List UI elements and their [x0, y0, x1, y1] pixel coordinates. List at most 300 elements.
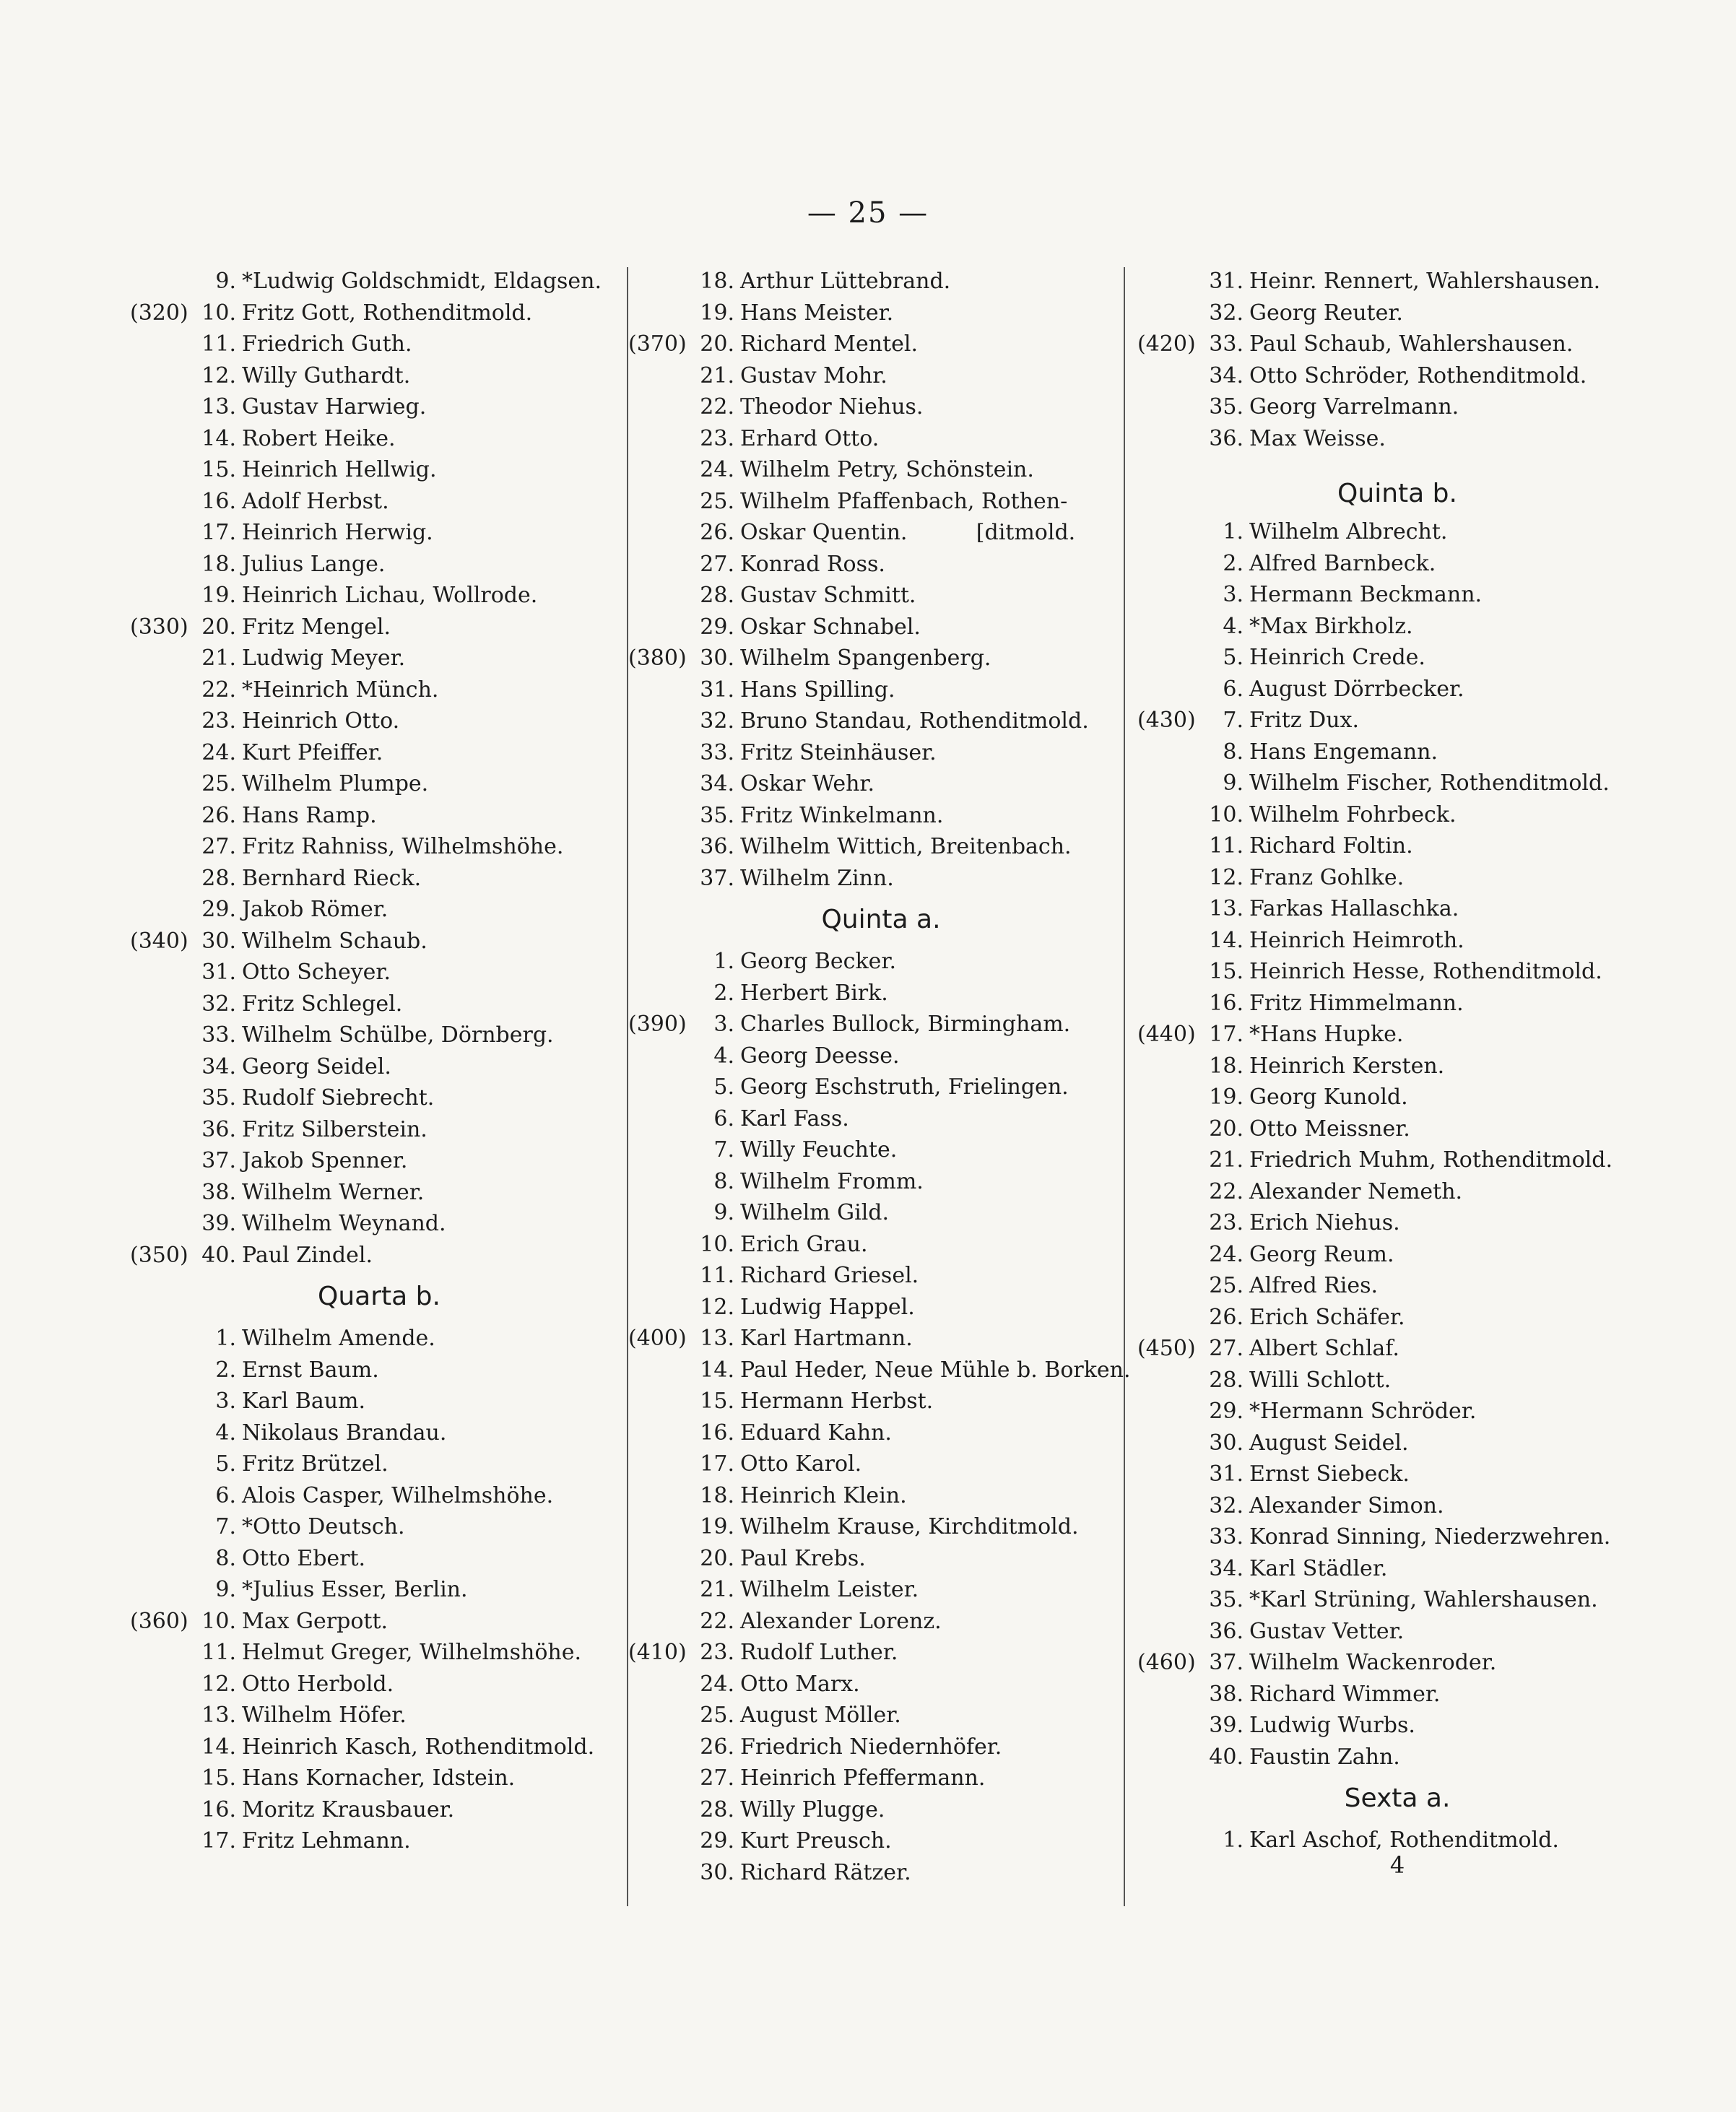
list-item: [130, 768, 628, 800]
student-name: Hans Kornacher, Idstein.: [242, 1765, 516, 1791]
entry-number: 6.: [713, 1105, 734, 1131]
entry-number: 17.: [201, 1828, 236, 1854]
list-item: [628, 266, 1134, 297]
student-name: Friedrich Muhm, Rothenditmold.: [1249, 1147, 1613, 1173]
running-count: (460): [1137, 1650, 1196, 1675]
list-item: [1137, 988, 1657, 1020]
column-3: [1137, 266, 1657, 1878]
student-name: Heinrich Kasch, Rothenditmold.: [242, 1734, 595, 1760]
running-count: (450): [1137, 1336, 1196, 1361]
list-item: [1137, 1616, 1657, 1648]
list-item: [130, 391, 628, 423]
student-name: Rudolf Siebrecht.: [242, 1085, 435, 1111]
running-count: [130, 800, 199, 832]
student-name: August Möller.: [740, 1703, 901, 1728]
entry-number: 37.: [700, 865, 734, 891]
entry-number: 17.: [1209, 1022, 1244, 1047]
student-name: Heinrich Otto.: [242, 708, 400, 734]
entry-number: 38.: [1209, 1681, 1244, 1707]
list-item: [628, 1511, 1134, 1543]
running-count: [1137, 862, 1206, 894]
entry-number: 22.: [700, 394, 734, 420]
student-name: Wilhelm Fromm.: [740, 1168, 924, 1194]
student-name: Konrad Ross.: [740, 551, 885, 577]
running-count: [1137, 1616, 1206, 1648]
running-count: [1137, 1302, 1206, 1334]
list-item: [628, 297, 1134, 329]
entry-number: 29.: [700, 614, 734, 640]
running-count: [1137, 1396, 1206, 1427]
student-name: Oskar Wehr.: [740, 771, 874, 796]
running-count: [628, 1386, 697, 1417]
student-name: Eduard Kahn.: [740, 1420, 892, 1446]
running-count: [130, 1669, 199, 1700]
student-name: Fritz Winkelmann.: [740, 802, 944, 828]
entry-number: 2.: [215, 1357, 236, 1383]
list-item: [1137, 297, 1657, 329]
student-name: Hans Engemann.: [1249, 739, 1438, 765]
student-name: Wilhelm Wittich, Breitenbach.: [740, 834, 1072, 859]
list-item: [628, 454, 1134, 486]
list-item: [1137, 579, 1657, 611]
student-name: Wilhelm Schaub.: [242, 928, 428, 954]
entry-number: 15.: [700, 1389, 734, 1414]
list-item: [628, 1731, 1134, 1763]
entry-number: 10.: [700, 1231, 734, 1257]
running-count: [1137, 1144, 1206, 1176]
running-count: [130, 674, 199, 706]
list-item: [628, 1355, 1134, 1386]
list-item: [628, 1637, 1134, 1669]
list-item: [130, 1082, 628, 1114]
list-item: [628, 1040, 1134, 1072]
list-item: [1137, 674, 1657, 705]
running-count: [130, 957, 199, 988]
running-count: [130, 1417, 199, 1449]
entry-number: 36.: [1209, 425, 1244, 451]
entry-number: 18.: [1209, 1053, 1244, 1079]
entry-number: 36.: [1209, 1618, 1244, 1644]
entry-number: 24.: [700, 457, 734, 482]
list-item: [628, 1260, 1134, 1292]
entry-number: 8.: [713, 1168, 734, 1194]
entry-number: 11.: [201, 331, 236, 357]
running-count: (400): [628, 1326, 687, 1351]
entry-number: 10.: [201, 300, 236, 326]
list-item: [628, 643, 1134, 674]
entry-number: 16.: [700, 1420, 734, 1446]
student-name: Wilhelm Petry, Schönstein.: [740, 457, 1034, 482]
running-count: [1137, 988, 1206, 1020]
student-name: Fritz Lehmann.: [242, 1828, 411, 1854]
list-item: [1137, 1239, 1657, 1271]
entry-number: 14.: [201, 1734, 236, 1760]
entry-number: 4.: [215, 1420, 236, 1446]
running-count: [1137, 925, 1206, 957]
list-item: [130, 863, 628, 895]
running-count: [1137, 548, 1206, 580]
running-count: [628, 674, 697, 706]
list-item: [1137, 893, 1657, 925]
entry-number: 28.: [700, 583, 734, 608]
running-count: [130, 831, 199, 863]
running-count: [1137, 674, 1206, 705]
list-item: [130, 831, 628, 863]
list-item: [1137, 1710, 1657, 1742]
student-name: Ernst Baum.: [242, 1357, 379, 1383]
entry-number: 8.: [215, 1545, 236, 1571]
list-item: [628, 1134, 1134, 1166]
running-count: [628, 1606, 697, 1638]
list-item: [1137, 266, 1657, 297]
list-item: [628, 863, 1134, 895]
student-name: Wilhelm Albrecht.: [1249, 519, 1448, 544]
list-item: [1137, 1584, 1657, 1616]
entry-number: 13.: [700, 1326, 734, 1351]
running-count: [628, 297, 697, 329]
entry-number: 29.: [700, 1828, 734, 1854]
student-name: Paul Zindel.: [242, 1242, 373, 1268]
list-item: [628, 1166, 1134, 1198]
student-name: Fritz Gott, Rothenditmold.: [242, 300, 533, 326]
list-item: [130, 1606, 628, 1638]
list-item: [130, 926, 628, 957]
running-count: [628, 391, 697, 423]
entry-number: 22.: [1209, 1178, 1244, 1204]
list-item: [1137, 1490, 1657, 1522]
list-item: [130, 360, 628, 392]
entry-number: 16.: [201, 1796, 236, 1822]
entry-number: 23.: [700, 1640, 734, 1665]
running-count: (330): [130, 614, 188, 640]
student-name: Oskar Quentin. [ditmold.: [740, 520, 1076, 545]
list-item: [628, 612, 1134, 643]
running-count: [1137, 1270, 1206, 1302]
list-item: [628, 1825, 1134, 1857]
running-count: [628, 705, 697, 737]
running-count: [1137, 1207, 1206, 1239]
student-name: Erhard Otto.: [740, 425, 880, 451]
list-item: [628, 1574, 1134, 1606]
student-name: Gustav Vetter.: [1249, 1618, 1405, 1644]
running-count: [1137, 1825, 1206, 1856]
student-name: Georg Seidel.: [242, 1053, 391, 1079]
list-item: [1137, 611, 1657, 643]
list-item: [130, 800, 628, 832]
list-item: [130, 1637, 628, 1669]
list-item: [628, 1417, 1134, 1449]
list-item: [130, 423, 628, 455]
list-item: [130, 1114, 628, 1146]
student-name: Wilhelm Gild.: [740, 1200, 890, 1225]
entry-number: 19.: [700, 1514, 734, 1539]
running-count: [130, 1020, 199, 1051]
list-item: [1137, 423, 1657, 455]
running-count: [130, 1386, 199, 1417]
student-name: Fritz Dux.: [1249, 708, 1359, 733]
entry-number: 15.: [1209, 959, 1244, 984]
list-item: [1137, 1082, 1657, 1113]
entry-number: 1.: [713, 949, 734, 974]
list-item: [130, 454, 628, 486]
entry-number: 6.: [215, 1482, 236, 1508]
student-name: *Otto Deutsch.: [242, 1514, 405, 1539]
list-item: [628, 517, 1134, 549]
student-name: Alexander Lorenz.: [740, 1608, 942, 1634]
running-count: [628, 946, 697, 978]
list-item: [1137, 1647, 1657, 1679]
list-item: [130, 1417, 628, 1449]
entry-number: 40.: [1209, 1744, 1244, 1770]
list-item: [1137, 391, 1657, 423]
student-name: Albert Schlaf.: [1249, 1336, 1399, 1361]
student-name: Friedrich Guth.: [242, 331, 412, 357]
entry-number: 29.: [1209, 1399, 1244, 1424]
student-name: Georg Deesse.: [740, 1043, 900, 1069]
running-count: [1137, 579, 1206, 611]
list-item: [1137, 1051, 1657, 1082]
running-count: [628, 1229, 697, 1261]
running-count: [628, 1763, 697, 1794]
entry-number: 34.: [1209, 362, 1244, 388]
list-item: [1137, 329, 1657, 360]
entry-number: 11.: [1209, 833, 1244, 859]
student-name: Hans Spilling.: [740, 677, 895, 703]
student-name: Karl Hartmann.: [740, 1326, 913, 1351]
student-name: Hermann Herbst.: [740, 1389, 934, 1414]
student-name: *Hermann Schröder.: [1249, 1399, 1477, 1424]
list-item: [1137, 1270, 1657, 1302]
entry-number: 1.: [1223, 519, 1244, 544]
entry-number: 13.: [201, 394, 236, 420]
list-item: [130, 1669, 628, 1700]
running-count: [1137, 799, 1206, 831]
entry-number: 6.: [1223, 676, 1244, 702]
entry-number: 36.: [700, 834, 734, 859]
running-count: [628, 1794, 697, 1826]
running-count: [130, 454, 199, 486]
student-name: Paul Krebs.: [740, 1545, 866, 1571]
list-item: [130, 1020, 628, 1051]
list-item: [628, 1857, 1134, 1889]
list-item: [130, 643, 628, 674]
student-name: Otto Marx.: [740, 1671, 860, 1697]
entry-number: 18.: [201, 551, 236, 577]
student-name: Wilhelm Amende.: [242, 1326, 435, 1351]
running-count: [130, 1511, 199, 1543]
student-name: Heinrich Heimroth.: [1249, 927, 1464, 953]
entry-number: 28.: [201, 865, 236, 891]
entry-number: 10.: [1209, 801, 1244, 827]
column-2: [628, 266, 1134, 1888]
running-count: [130, 486, 199, 518]
entry-number: 25.: [700, 488, 734, 514]
entry-number: 24.: [700, 1671, 734, 1697]
list-item: [628, 1700, 1134, 1731]
student-name: *Heinrich Münch.: [242, 677, 439, 703]
entry-number: 20.: [700, 331, 734, 357]
running-count: [1137, 1176, 1206, 1208]
running-count: [628, 580, 697, 612]
running-count: [130, 266, 199, 297]
student-name: *Ludwig Goldschmidt, Eldagsen.: [242, 269, 602, 294]
list-item: [130, 329, 628, 360]
student-name: Richard Wimmer.: [1249, 1681, 1441, 1707]
list-item: [628, 831, 1134, 863]
list-item: [130, 1448, 628, 1480]
list-item: [1137, 1207, 1657, 1239]
student-name: Otto Herbold.: [242, 1671, 394, 1697]
running-count: [130, 329, 199, 360]
student-name: *Max Birkholz.: [1249, 613, 1413, 639]
list-item: [130, 674, 628, 706]
list-item: [1137, 1427, 1657, 1459]
entry-number: 4.: [713, 1043, 734, 1069]
list-item: [1137, 1176, 1657, 1208]
student-name: Otto Ebert.: [242, 1545, 366, 1571]
entry-number: 4.: [1223, 613, 1244, 639]
list-item: [130, 266, 628, 297]
student-name: Hans Meister.: [740, 300, 894, 326]
running-count: [628, 1260, 697, 1292]
student-name: Helmut Greger, Wilhelmshöhe.: [242, 1640, 582, 1665]
student-name: Heinr. Rennert, Wahlershausen.: [1249, 269, 1601, 294]
entry-number: 31.: [700, 677, 734, 703]
list-item: [628, 1606, 1134, 1638]
entry-number: 11.: [201, 1640, 236, 1665]
list-item: [1137, 768, 1657, 799]
running-count: (380): [628, 646, 687, 671]
running-count: [130, 863, 199, 895]
student-name: Georg Reuter.: [1249, 300, 1403, 326]
student-name: Kurt Pfeiffer.: [242, 739, 383, 765]
list-item: [628, 1009, 1134, 1040]
entry-number: 22.: [700, 1608, 734, 1634]
student-name: Georg Reum.: [1249, 1241, 1394, 1267]
list-item: [130, 517, 628, 549]
entry-number: 26.: [201, 802, 236, 828]
student-name: Wilhelm Schülbe, Dörnberg.: [242, 1022, 554, 1048]
student-name: Erich Schäfer.: [1249, 1304, 1405, 1330]
running-count: (370): [628, 331, 687, 357]
list-item: [130, 1511, 628, 1543]
student-name: Franz Gohlke.: [1249, 864, 1405, 890]
student-name: Faustin Zahn.: [1249, 1744, 1400, 1770]
student-name: Karl Fass.: [740, 1105, 849, 1131]
running-count: [130, 1700, 199, 1731]
running-count: [628, 1543, 697, 1575]
list-item: [130, 1731, 628, 1763]
section-heading: Sexta a.: [1344, 1783, 1451, 1813]
list-item: [130, 1323, 628, 1355]
list-item: [628, 329, 1134, 360]
student-name: Friedrich Niedernhöfer.: [740, 1734, 1002, 1760]
entry-number: 13.: [201, 1703, 236, 1728]
list-item: [628, 1229, 1134, 1261]
entry-number: 23.: [700, 425, 734, 451]
entry-number: 32.: [201, 991, 236, 1017]
list-item: [628, 978, 1134, 1009]
running-count: (410): [628, 1640, 687, 1665]
entry-number: 1.: [215, 1326, 236, 1351]
student-name: Max Gerpott.: [242, 1608, 389, 1634]
list-item: [1137, 925, 1657, 957]
running-count: [628, 1103, 697, 1135]
running-count: (350): [130, 1242, 188, 1268]
entry-number: 32.: [1209, 300, 1244, 326]
running-count: [130, 988, 199, 1020]
student-name: Karl Städler.: [1249, 1555, 1388, 1581]
student-name: Heinrich Klein.: [740, 1482, 907, 1508]
student-name: Rudolf Luther.: [740, 1640, 898, 1665]
student-name: Otto Scheyer.: [242, 960, 391, 985]
running-count: [1137, 1710, 1206, 1742]
student-name: Robert Heike.: [242, 425, 396, 451]
student-name: Herbert Birk.: [740, 980, 888, 1006]
entry-number: 31.: [201, 960, 236, 985]
entry-number: 25.: [1209, 1273, 1244, 1298]
running-count: [628, 486, 697, 518]
student-name: Georg Varrelmann.: [1249, 394, 1459, 420]
section-heading: Quinta b.: [1337, 479, 1457, 508]
entry-number: 23.: [201, 708, 236, 734]
entry-number: 2.: [713, 980, 734, 1006]
running-count: [1137, 1113, 1206, 1145]
running-count: [628, 1355, 697, 1386]
student-name: Hermann Beckmann.: [1249, 582, 1483, 607]
list-item: [628, 1386, 1134, 1417]
entry-number: 28.: [1209, 1367, 1244, 1393]
entry-number: 14.: [201, 425, 236, 451]
list-item: [628, 1669, 1134, 1700]
running-count: [1137, 1051, 1206, 1082]
entry-number: 31.: [1209, 1461, 1244, 1487]
list-item: [130, 1051, 628, 1083]
entry-number: 24.: [1209, 1241, 1244, 1267]
entry-number: 3.: [215, 1389, 236, 1414]
entry-number: 37.: [201, 1148, 236, 1173]
entry-number: 9.: [215, 1577, 236, 1602]
list-item: [1137, 360, 1657, 392]
entry-number: 33.: [201, 1022, 236, 1048]
running-count: [628, 517, 697, 549]
student-name: Richard Foltin.: [1249, 833, 1413, 859]
list-item: [628, 1543, 1134, 1575]
student-name: Theodor Niehus.: [740, 394, 924, 420]
running-count: [1137, 1459, 1206, 1490]
running-count: [130, 1208, 199, 1240]
running-count: [1137, 893, 1206, 925]
entry-number: 9.: [215, 269, 236, 294]
student-name: Hans Ramp.: [242, 802, 377, 828]
student-name: Richard Mentel.: [740, 331, 919, 357]
list-item: [130, 1543, 628, 1575]
running-count: [628, 1700, 697, 1731]
list-item: [130, 737, 628, 769]
running-count: [130, 1355, 199, 1386]
running-count: (320): [130, 300, 188, 326]
entry-number: 17.: [700, 1451, 734, 1477]
list-item: [130, 957, 628, 988]
student-name: Fritz Brützel.: [242, 1451, 389, 1477]
running-count: (360): [130, 1608, 188, 1634]
entry-number: 27.: [700, 1765, 734, 1791]
list-item: [628, 360, 1134, 392]
entry-number: 8.: [1223, 739, 1244, 765]
student-name: Heinrich Kersten.: [1249, 1053, 1445, 1079]
list-item: [130, 1763, 628, 1794]
entry-number: 35.: [1209, 394, 1244, 420]
